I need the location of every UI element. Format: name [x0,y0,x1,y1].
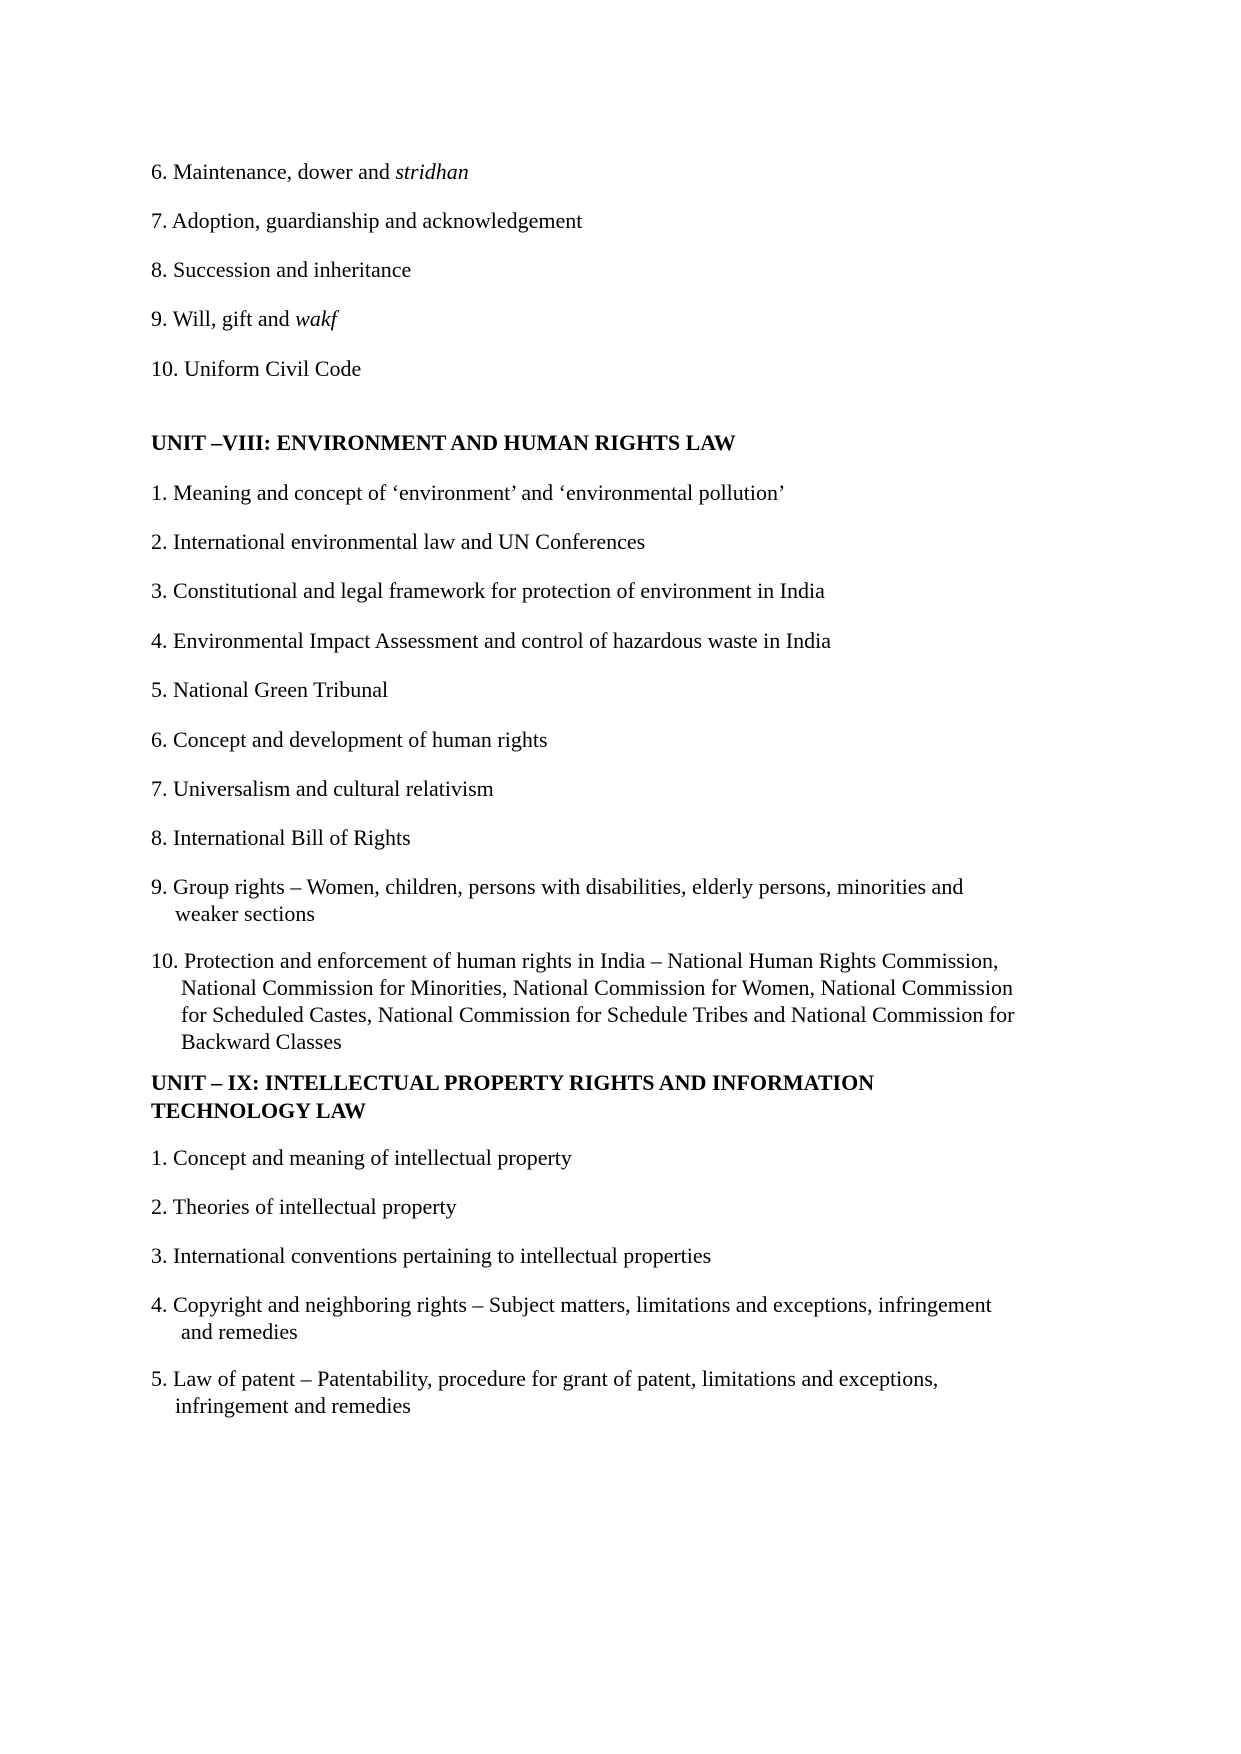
item-text: Constitutional and legal framework for protection of environment in India [173,578,825,603]
item-number: 6. [151,727,168,752]
list-item [151,873,1101,927]
item-italic-text: wakf [295,306,337,331]
item-text: Adoption, guardianship and acknowledgement [171,208,583,233]
list-item [151,676,1101,703]
item-number: 8. [151,257,168,282]
item-text: Copyright and neighboring rights – Subject matters, limitations and exceptions, infringement [173,1292,992,1317]
item-number: 9. [151,874,168,899]
list-item [151,726,1101,753]
item-text: Protection and enforcement of human rights in India – National Human Rights Commission, [184,948,999,973]
item-text: Meaning and concept of ‘environment’ and ‘environmental pollution’ [173,480,786,505]
list-item [151,947,1101,1055]
list-item [151,1365,1101,1419]
item-text: Maintenance, dower and [173,159,396,184]
item-number: 1. [151,480,168,505]
item-continuation: National Commission for Minorities, National Commission for Women, National Commission [181,975,1013,1000]
unit-8-heading: UNIT –VIII: ENVIRONMENT AND HUMAN RIGHTS LAW [151,430,736,455]
item-continuation: for Scheduled Castes, National Commission for Schedule Tribes and National Commission for [181,1002,1015,1027]
item-italic-text: stridhan [395,159,469,184]
list-item [151,627,1101,654]
list-item [151,577,1101,604]
item-continuation: Backward Classes [181,1029,342,1054]
item-number: 2. [151,1194,168,1219]
list-item [151,775,1101,802]
list-item [151,305,1101,332]
item-text: Theories of intellectual property [172,1194,457,1219]
item-number: 3. [151,578,168,603]
item-number: 10. [151,948,179,973]
list-item [151,479,1101,506]
item-number: 6. [151,159,168,184]
list-item [151,1242,1101,1269]
item-text: Succession and inheritance [173,257,412,282]
list-item [151,528,1101,555]
unit-9-heading: UNIT – IX: INTELLECTUAL PROPERTY RIGHTS AND INFORMATION TECHNOLOGY LAW [151,1070,875,1123]
item-continuation: weaker sections [175,901,315,926]
list-item [151,1144,1101,1171]
item-text: Concept and development of human rights [173,727,548,752]
list-item [151,355,1101,382]
item-number: 7. [151,208,168,233]
item-text: Environmental Impact Assessment and control of hazardous waste in India [173,628,831,653]
item-number: 9. [151,306,168,331]
list-item [151,256,1101,283]
item-text: National Green Tribunal [173,677,389,702]
item-number: 7. [151,776,168,801]
list-item [151,1193,1101,1220]
item-text: Universalism and cultural relativism [173,776,494,801]
item-number: 2. [151,529,168,554]
item-text: International conventions pertaining to intellectual properties [173,1243,712,1268]
item-continuation: and remedies [181,1319,298,1344]
list-item [151,207,1101,234]
item-text: International Bill of Rights [173,825,411,850]
item-number: 1. [151,1145,168,1170]
list-item [151,824,1101,851]
item-number: 4. [151,628,168,653]
item-number: 5. [151,1366,168,1391]
item-number: 8. [151,825,168,850]
item-number: 10. [151,356,179,381]
list-item [151,1291,1101,1345]
item-text: International environmental law and UN Conferences [173,529,646,554]
item-continuation: infringement and remedies [175,1393,411,1418]
list-item [151,158,1101,185]
item-text: Will, gift and [172,306,296,331]
item-number: 4. [151,1292,168,1317]
item-number: 3. [151,1243,168,1268]
item-text: Group rights – Women, children, persons with disabilities, elderly persons, minorities and [173,874,964,899]
item-number: 5. [151,677,168,702]
item-text: Uniform Civil Code [184,356,362,381]
item-text: Concept and meaning of intellectual property [173,1145,572,1170]
item-text: Law of patent – Patentability, procedure for grant of patent, limitations and exceptions, [173,1366,939,1391]
